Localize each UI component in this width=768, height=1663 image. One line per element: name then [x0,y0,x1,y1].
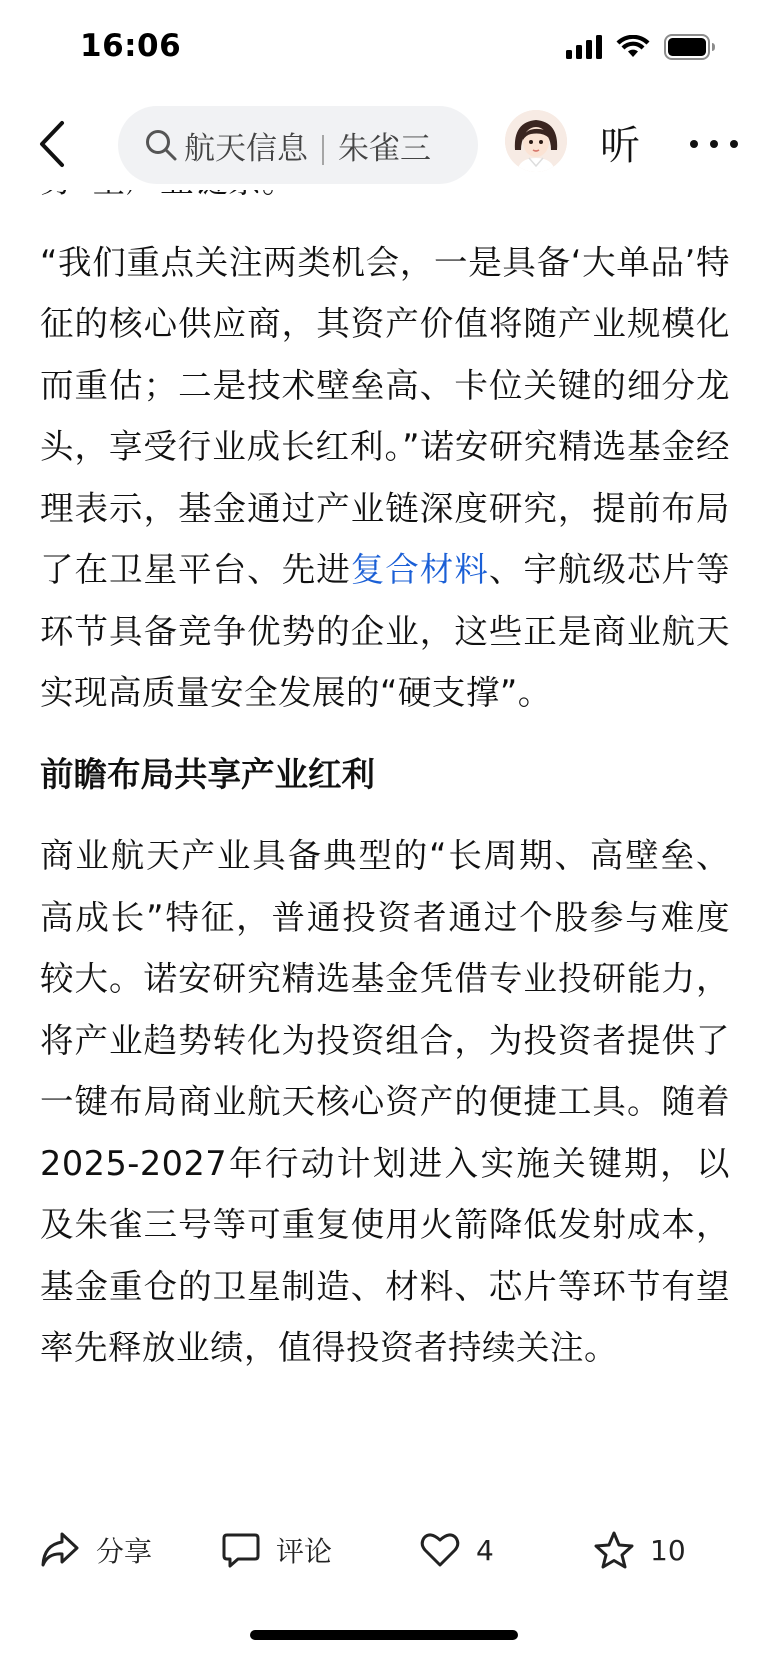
avatar-illustration-icon [505,110,567,172]
article-paragraph-text: 先进 [281,550,351,589]
battery-icon [664,34,716,60]
composite-materials-link[interactable]: 复合材料 [350,550,489,589]
article-paragraph: 商业航天产业具备典型的“长周期、高壁垒、高成长”特征，普通投资者通过个股参与难度较大。诺安研究精选基金凭借专业投研能力，将产业趋势转化为投资组合，为投资者提供了一键布局商业航天核心资产的便捷工具。随着2025-2027年行动计划进入实施关键期，以及朱雀三号等可重复使用火箭降低发射成本，基金重仓的卫星制造、材料、芯片等环节有望率先释放业绩，值得投资者持续关注。 [40,836,730,1367]
search-divider [322,135,324,165]
share-icon [40,1531,80,1569]
search-query [184,123,431,168]
search-input[interactable] [118,106,478,184]
status-bar [0,0,768,100]
like-button[interactable] [420,1520,494,1580]
avatar[interactable] [505,110,567,172]
status-icons [566,34,716,60]
more-options-button[interactable] [686,126,742,162]
action-bar [0,1520,768,1590]
search-query-primary: 航天信息 [184,130,308,167]
article-paragraph [40,232,730,724]
article-paragraph-text: “我们重点关注两类机会，一是具备‘大单品’特征的核心供应商，其资产价值将随产业规模化而重估；二是技术壁垒高、卡位关键的细分龙头，享受行业成长红利。”诺安研究精选基金经理表示，基金通过产业链深度研究，提前布局了在卫星平台、 [40,242,730,589]
section-heading: 前瞻布局共享产业红利 [40,754,375,794]
article-body [40,150,730,1379]
favorite-count: 10 [650,1533,686,1567]
heart-icon [420,1532,460,1568]
comment-icon [222,1532,260,1568]
share-label: 分享 [96,1535,153,1568]
like-count: 4 [476,1533,494,1567]
search-query-secondary: 朱雀三 [338,130,431,167]
listen-button[interactable]: 听 [600,123,640,169]
home-indicator[interactable] [250,1630,518,1640]
article-paragraph-text: 、宇航级芯片等环节具备竞争优势的企业，这些正是商业航天实现高质量安全发展的“硬支撑”。 [40,550,731,712]
more-horizontal-icon [686,126,742,162]
nav-bar [0,100,768,190]
back-button[interactable] [24,114,80,174]
comment-button[interactable] [222,1520,332,1580]
comment-label: 评论 [276,1535,333,1568]
star-icon [594,1531,634,1569]
share-button[interactable] [40,1520,152,1580]
status-time: 16:06 [80,28,182,64]
favorite-button[interactable] [594,1520,686,1580]
cellular-signal-icon [566,35,602,59]
chevron-left-icon [37,120,67,168]
search-icon [144,128,178,162]
wifi-icon [616,35,650,59]
